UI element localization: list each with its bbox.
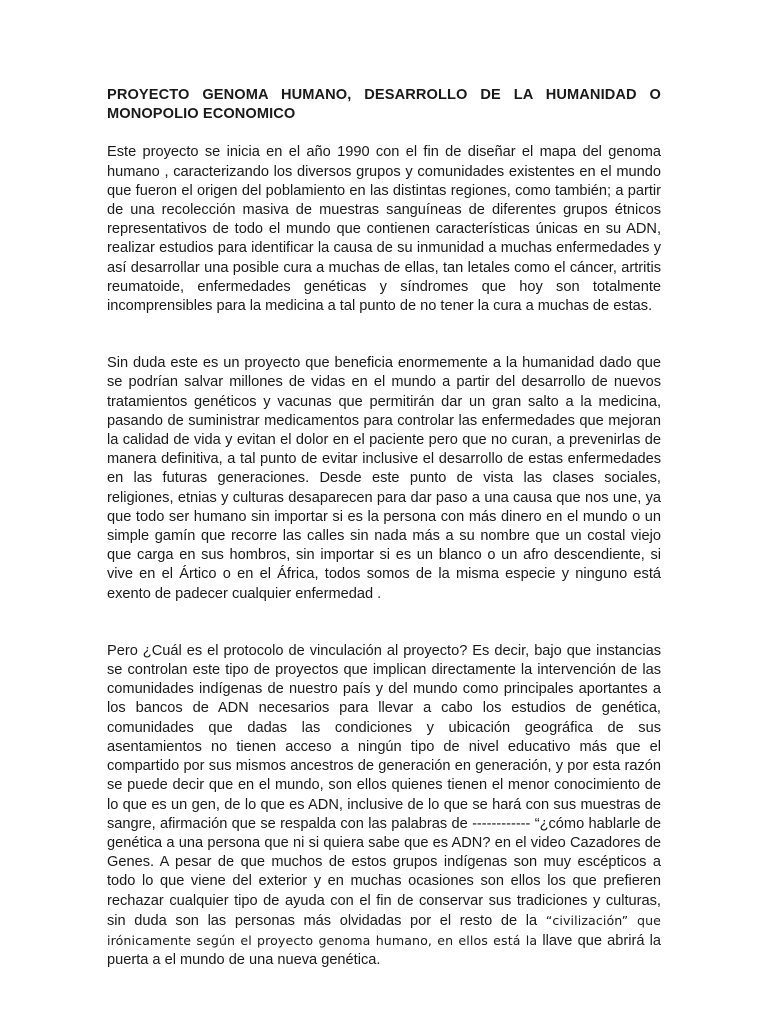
paragraph-3-main: Pero ¿Cuál es el protocolo de vinculación al proyecto? Es decir, bajo que instancias se controlan este tipo de proyectos que implican directamente la intervención de las comunidades indígenas de nuestro país y del mundo como principales aportantes a los bancos de ADN necesarios para llevar a cabo los estudios de genética, comunidades que dadas las condiciones y ubicación geográfica de sus asentamientos no tienen acceso a ningún tipo de nivel educativo más que el compartido por sus mismos ancestros de generación en generación, y por esta razón se puede decir que en el mundo, son ellos quienes tienen el menor conocimiento de lo que es un gen, de lo que es ADN, inclusive de lo que se hará con sus muestras de sangre, afirmación que se respalda con las palabras de ------------ “¿cómo hablarle de genética a una persona que ni si quiera sabe que es ADN? en el video Cazadores de Genes. A pesar de que muchos de estos grupos indígenas son muy escépticos a todo lo que viene del exterior y en muchas ocasiones son ellos los que prefieren rechazar cualquier tipo de ayuda con el fin de conservar sus tradiciones y culturas, sin duda son las personas más olvidadas por el resto de la: [107, 642, 661, 929]
paragraph-3-end: llave que abrirá la puerta a el mundo de una nueva genética.: [107, 932, 661, 969]
document-title: PROYECTO GENOMA HUMANO, DESARROLLO DE LA HUMANIDAD O MONOPOLIO ECONOMICO: [107, 87, 661, 123]
paragraph-3: [107, 642, 661, 970]
paragraph-2: Sin duda este es un proyecto que beneficia enormemente a la humanidad dado que se podrían salvar millones de vidas en el mundo a partir del desarrollo de nuevos tratamientos genéticos y vacunas que permitirán dar un gran salto a la medicina, pasando de suministrar medicamentos para controlar las enfermedades que mejoran la calidad de vida y evitan el dolor en el paciente pero que no curan, a prevenirlas de manera definitiva, a tal punto de evitar inclusive el desarrollo de estas enfermedades en las futuras generaciones. Desde este punto de vista las clases sociales, religiones, etnias y culturas desaparecen para dar paso a una causa que nos une, ya que todo ser humano sin importar si es la persona con más dinero en el mundo o un simple gamín que recorre las calles sin nada más a su nombre que un costal viejo que carga en sus hombros, sin importar si es un blanco o un afro descendiente, si vive en el Ártico o en el África, todos somos de la misma especie y ninguno está exento de padecer cualquier enfermedad .: [107, 355, 661, 602]
paragraph-3-alt-font: “civilización” que irónicamente según el proyecto genoma humano, en ellos está la: [107, 912, 661, 948]
document-page: [107, 86, 661, 970]
paragraph-1: Este proyecto se inicia en el año 1990 con el fin de diseñar el mapa del genoma humano , caracterizando los diversos grupos y comunidades existentes en el mundo que fueron el origen del poblamiento en las distintas regiones, como también; a partir de una recolección masiva de muestras sanguíneas de diferentes grupos étnicos representativos de todo el mundo que contienen características únicas en su ADN, realizar estudios para identificar la causa de su inmunidad a muchas enfermedades y así desarrollar una posible cura a muchas de ellas, tan letales como el cáncer, artritis reumatoide, enfermedades genéticas y síndromes que hoy son totalmente incomprensibles para la medicina a tal punto de no tener la cura a muchas de estas.: [107, 144, 661, 315]
